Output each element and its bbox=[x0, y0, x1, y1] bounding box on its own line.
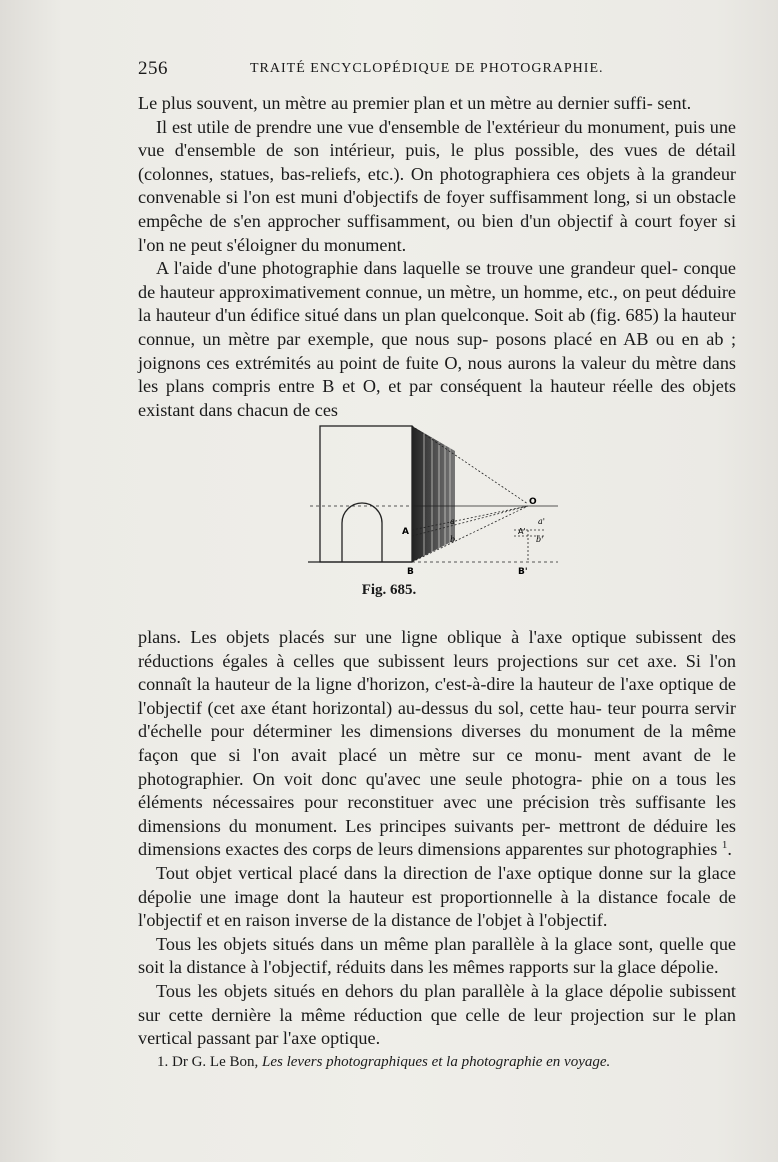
receding-wall bbox=[412, 426, 455, 562]
paragraph: Tout objet vertical placé dans la direction de l'axe optique donne sur la glace dépolie une image dont la hauteur est proportionnelle à la distance focale de l'objectif et en raison inverse de la distance de l'objet à l'objectif. bbox=[138, 862, 736, 931]
footnote-number: 1. bbox=[157, 1054, 169, 1070]
paragraph: Tous les objets situés en dehors du plan parallèle à la glace dépolie subissent sur cette dernière la même réduction que celle de leur projection sur le plan vertical passant par l'axe optique. bbox=[138, 980, 736, 1049]
bottom-text bbox=[138, 626, 736, 1051]
label-O: O bbox=[529, 497, 537, 507]
label-a-prime: a' bbox=[538, 517, 545, 526]
label-b: b bbox=[450, 535, 456, 544]
paragraph: Tous les objets situés dans un même plan parallèle à la glace sont, quelle que soit la distance à l'objectif, réduits dans les mêmes rapports sur la glace dépolie. bbox=[138, 933, 736, 978]
label-a: a bbox=[450, 517, 455, 526]
page-number: 256 bbox=[138, 58, 168, 79]
page-header bbox=[138, 58, 736, 84]
figure-685-diagram bbox=[300, 418, 570, 578]
label-b-prime: b' bbox=[536, 535, 544, 544]
paragraph: Il est utile de prendre une vue d'ensemble de l'extérieur du monument, puis une vue d'ensemble de son intérieur, puis, le plus possible, des vues de détail (colonnes, statues, bas-reliefs, etc.). On photographiera ces objets à la grandeur convenable si l'on est muni d'objectifs de foyer suffisamment long, si un obstacle empêche de s'en approcher suffisamment, ou bien d'un objectif à court foyer si l'on ne peut s'éloigner du monument. bbox=[138, 116, 736, 255]
paragraph: A l'aide d'une photographie dans laquelle se trouve une grandeur quel- conque de hauteur approximativement connue, un mètre, un homme, etc., on peut déduire la hauteur d'un édifice situé dans un plan quelconque. Soit ab (fig. 685) la hauteur connue, un mètre par exemple, que nous sup- posons placé en AB ou en ab ; joignons ces extrémités au point de fuite O, nous aurons la valeur du mètre dans les plans compris entre B et O, et par conséquent la hauteur réelle des objets existant dans chacun de ces bbox=[138, 258, 736, 420]
footnote bbox=[157, 1052, 717, 1072]
arch bbox=[342, 503, 382, 562]
paragraph-text: plans. Les objets placés sur une ligne oblique à l'axe optique subissent des réductions égales à celles que subissent leurs projections sur cet axe. Si l'on connaît la hauteur de la ligne d'horizon, c'est-à-dire la hauteur de l'axe optique de l'objectif (cet axe étant horizontal) au-dessus du sol, cette hau- teur pourra servir d'échelle pour déterminer les dimensions diverses du monument de la même façon que si l'on avait placé un mètre sur ce monu- ment avant de le photographier. On voit donc qu'avec une seule photogra- phie on a tous les éléments nécessaires pour reconstituer avec une précision très suffisante les dimensions du monument. Les principes suivants per- mettront de déduire les dimensions exactes des corps de leurs dimensions apparentes sur photographies bbox=[138, 627, 736, 860]
building-outline bbox=[320, 426, 412, 562]
figure-caption: Fig. 685. bbox=[361, 582, 417, 598]
label-B-prime: B' bbox=[518, 567, 528, 577]
label-A: A bbox=[402, 527, 409, 537]
footnote-title: Les levers photographiques et la photographie en voyage. bbox=[262, 1054, 611, 1070]
footnote-marker[interactable]: 1 bbox=[721, 839, 728, 852]
top-text bbox=[138, 92, 736, 422]
paragraph-continuation: Le plus souvent, un mètre au premier plan et un mètre au dernier suffi- sent. bbox=[138, 93, 692, 113]
label-B: B bbox=[407, 567, 414, 577]
running-title: TRAITÉ ENCYCLOPÉDIQUE DE PHOTOGRAPHIE. bbox=[250, 61, 604, 76]
paragraph-continuation: plans. Les objets placés sur une ligne oblique à l'axe optique subissent des réductions égales à celles que subissent leurs projections sur cet axe. Si l'on connaît la hauteur de la ligne d'horizon, c'est-à-dire la hauteur de l'axe optique de l'objectif (cet axe étant horizontal) au-dessus du sol, cette hau- teur pourra servir d'échelle pour déterminer les dimensions diverses du monument de la même façon que si l'on avait placé un mètre sur ce monu- ment avant de le photographier. On voit donc qu'avec une seule photogra- phie on a tous les éléments nécessaires pour reconstituer avec une précision très suffisante les dimensions du monument. Les principes suivants per- mettront de déduire les dimensions exactes des corps de leurs dimensions apparentes sur photographies $^1$. bbox=[138, 627, 736, 860]
label-A-prime: A' bbox=[518, 527, 526, 536]
footnote-author: Dr G. Le Bon, bbox=[172, 1054, 259, 1070]
